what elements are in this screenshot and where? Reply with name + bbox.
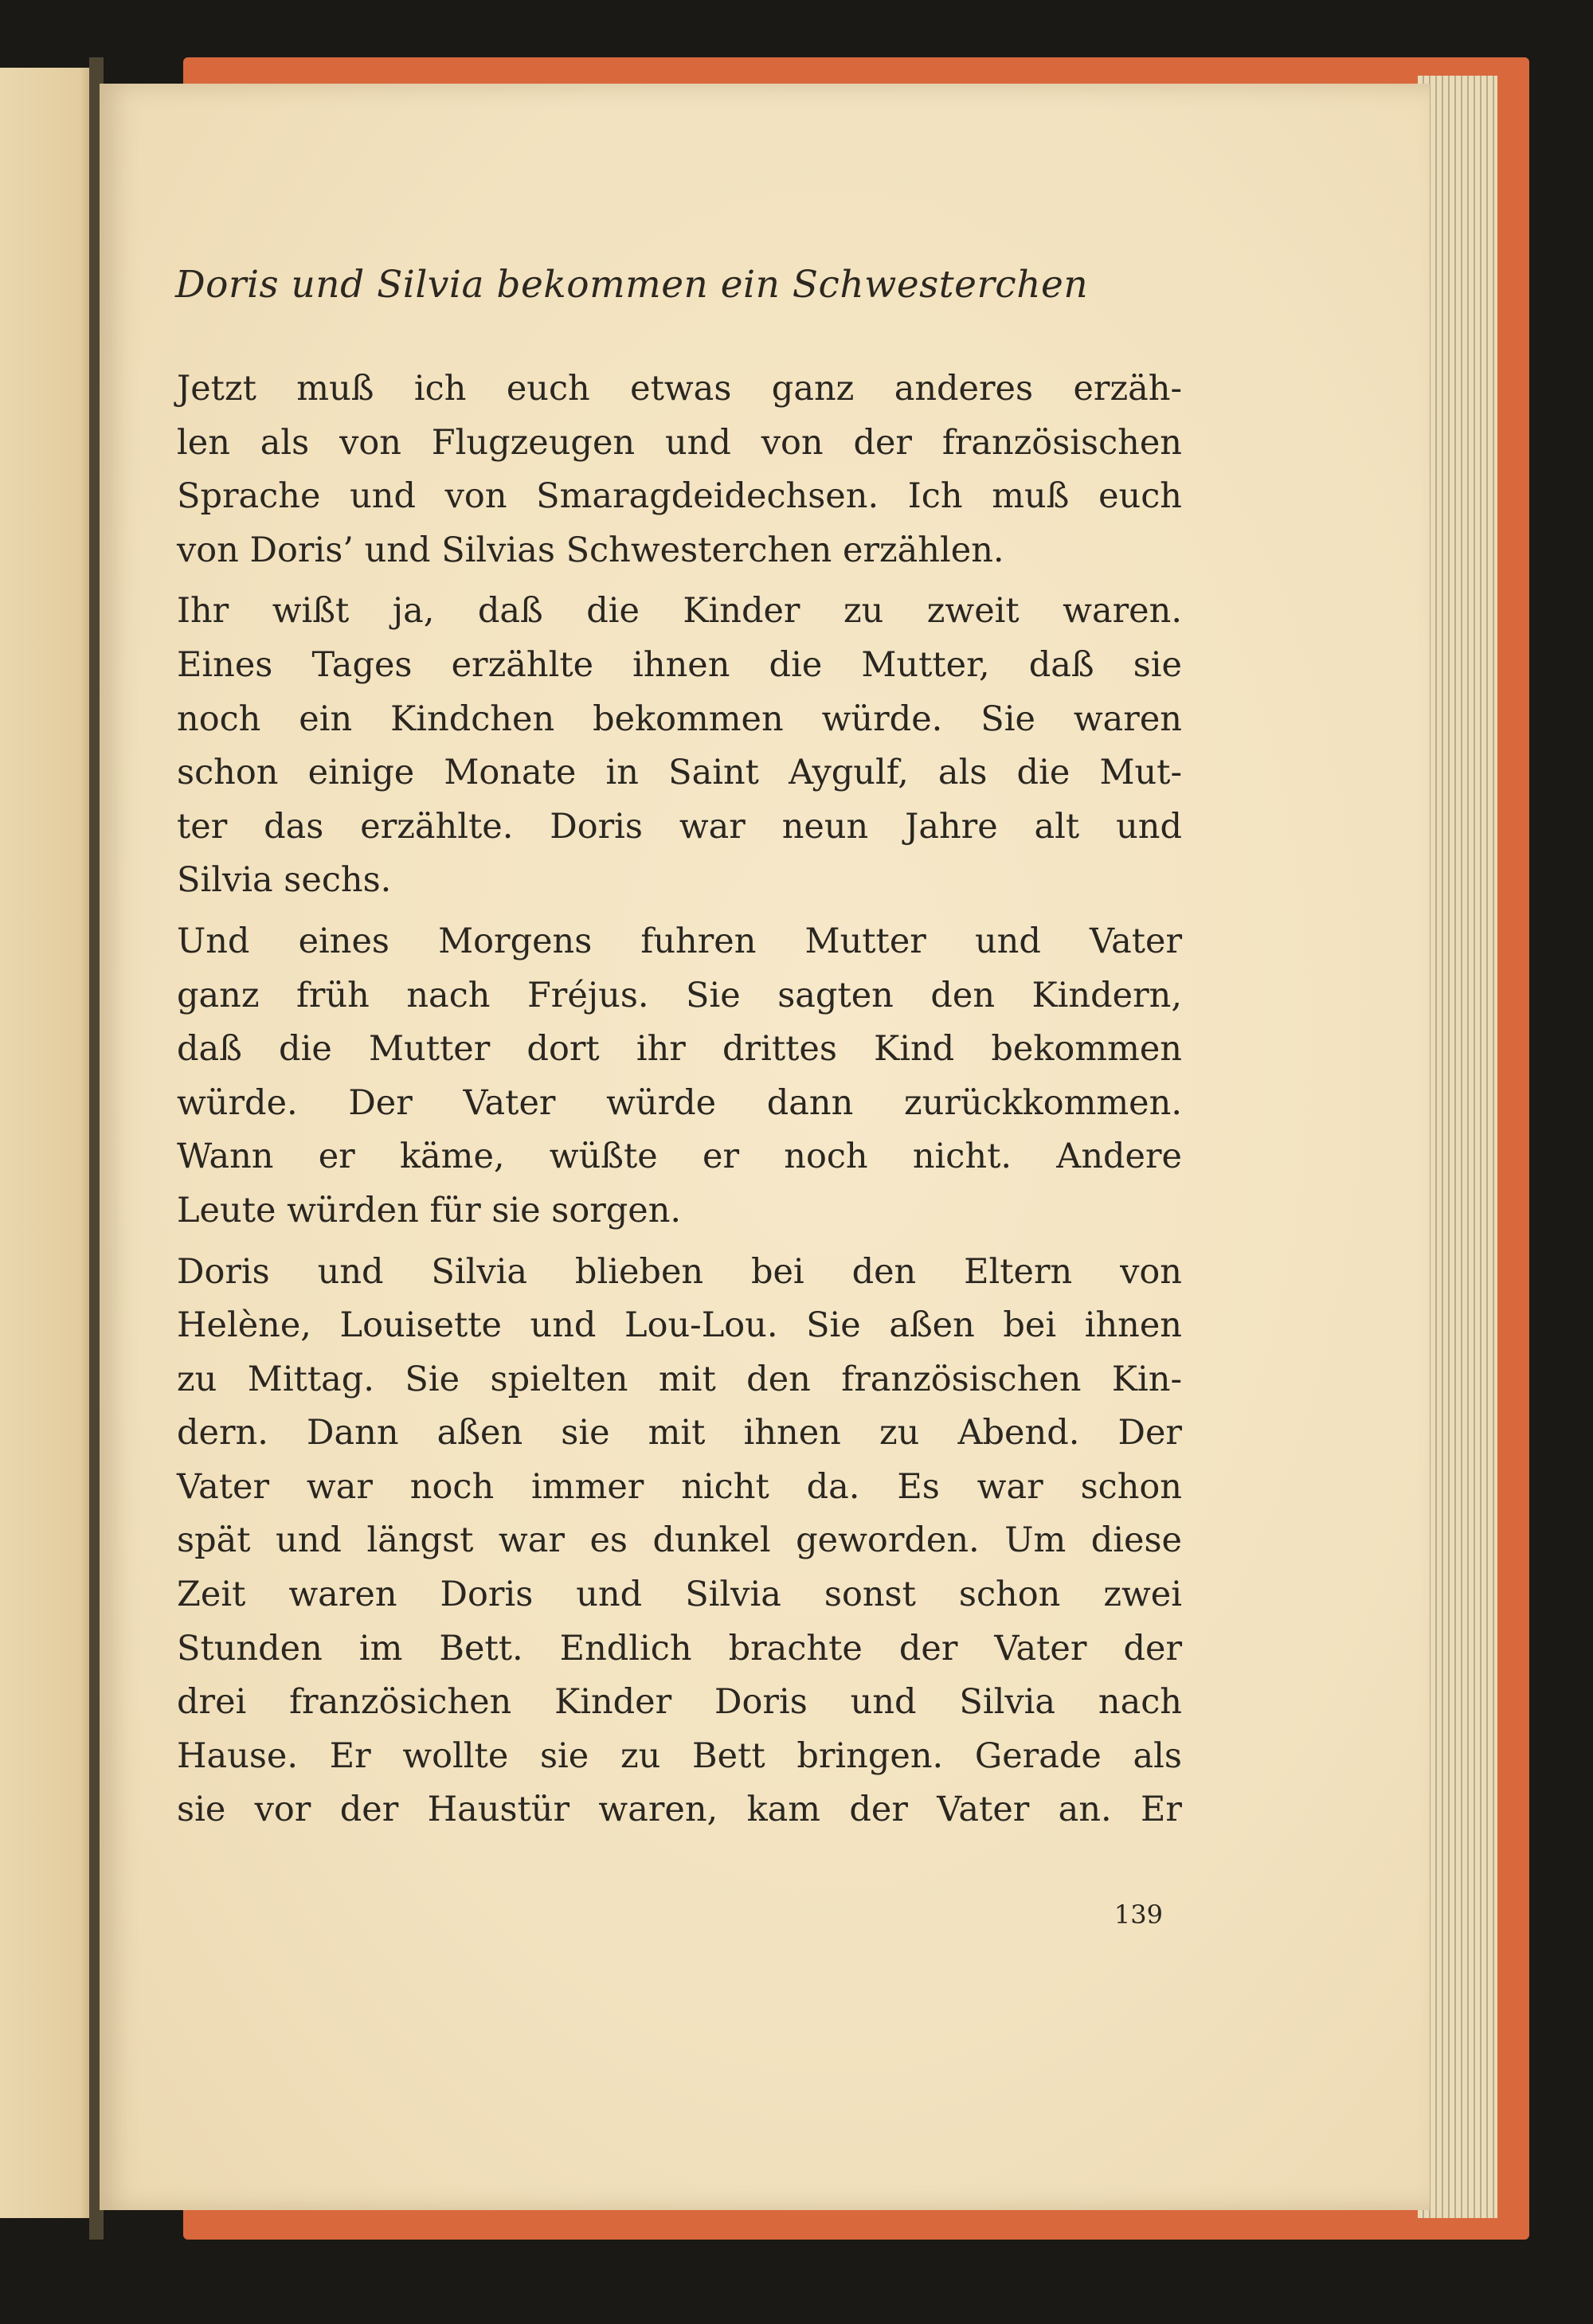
text-line: Zeit waren Doris und Silvia sonst schon zwei: [177, 1575, 1182, 1615]
text-line: von Doris’ und Silvias Schwesterchen erzählen.: [177, 530, 1004, 570]
page-edges: [1418, 76, 1497, 2218]
text-line: Eines Tages erzählte ihnen die Mutter, daß sie: [177, 644, 1182, 685]
text-line: Sprache und von Smaragdeidechsen. Ich muß euch: [177, 476, 1182, 517]
text-line: Leute würden für sie sorgen.: [177, 1190, 682, 1230]
facing-page: [0, 68, 100, 2218]
text-line: Hause. Er wollte sie zu Bett bringen. Gerade als: [177, 1735, 1182, 1776]
text-line: sie vor der Haustür waren, kam der Vater an. Er: [177, 1790, 1182, 1830]
text-line: noch ein Kindchen bekommen würde. Sie waren: [177, 698, 1182, 739]
paragraph-1: [177, 362, 1182, 577]
text-line: Doris und Silvia blieben bei den Eltern von: [177, 1251, 1182, 1292]
text-line: Vater war noch immer nicht da. Es war schon: [177, 1466, 1182, 1507]
paragraph-2: [177, 585, 1182, 908]
body-text: [177, 362, 1182, 1845]
text-line: Jetzt muß ich euch etwas ganz anderes erzäh-: [177, 369, 1182, 409]
chapter-title: Doris und Silvia bekommen ein Schwesterchen: [175, 263, 1089, 307]
text-line: zu Mittag. Sie spielten mit den französischen Kin-: [177, 1359, 1182, 1399]
text-line: Stunden im Bett. Endlich brachte der Vater der: [177, 1628, 1182, 1669]
text-line: ter das erzählte. Doris war neun Jahre alt und: [177, 806, 1182, 847]
text-line: Silvia sechs.: [177, 860, 392, 901]
text-line: Wann er käme, wüßte er noch nicht. Andere: [177, 1137, 1182, 1177]
text-line: spät und längst war es dunkel geworden. Um diese: [177, 1520, 1182, 1561]
text-line: würde. Der Vater würde dann zurückkommen.: [177, 1082, 1182, 1123]
text-line: daß die Mutter dort ihr drittes Kind bekommen: [177, 1029, 1182, 1070]
text-line: dern. Dann aßen sie mit ihnen zu Abend. Der: [177, 1413, 1182, 1453]
text-line: Helène, Louisette und Lou-Lou. Sie aßen bei ihnen: [177, 1305, 1182, 1346]
page-number: 139: [1114, 1899, 1163, 1930]
paragraph-4: [177, 1246, 1182, 1838]
paragraph-3: [177, 915, 1182, 1238]
text-line: drei französichen Kinder Doris und Silvia nach: [177, 1682, 1182, 1723]
text-line: len als von Flugzeugen und von der französischen: [177, 422, 1182, 463]
text-line: Ihr wißt ja, daß die Kinder zu zweit waren.: [177, 591, 1182, 632]
text-line: schon einige Monate in Saint Aygulf, als die Mut-: [177, 753, 1182, 793]
text-line: ganz früh nach Fréjus. Sie sagten den Kindern,: [177, 975, 1182, 1015]
text-line: Und eines Morgens fuhren Mutter und Vater: [177, 921, 1182, 961]
